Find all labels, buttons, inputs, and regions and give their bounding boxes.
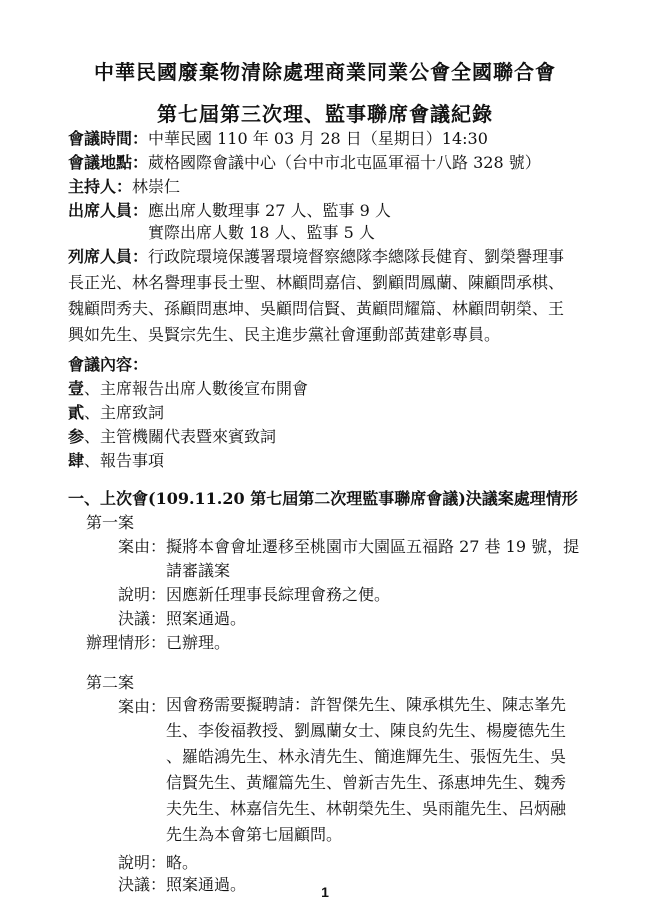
agenda-item-2-text: 、主席致詞: [84, 403, 165, 422]
observers-label: 列席人員：: [68, 247, 149, 266]
agenda-item-1-text: 、主席報告出席人數後宣布開會: [84, 379, 309, 398]
observers-line-2: 長正光、林名譽理事長士聖、林顧問嘉信、劉顧問鳳蘭、陳顧問承棋、: [68, 273, 565, 292]
case-1-note-label: 說明：: [118, 585, 167, 604]
meeting-attendance-value-1: 應出席人數理事 27 人、監事 9 人: [148, 201, 391, 220]
meeting-chair-value: 林崇仁: [132, 177, 181, 196]
meeting-place: [68, 152, 541, 174]
agenda-item-1-no: 壹: [68, 379, 85, 398]
case-1-resolution: [118, 608, 246, 630]
document-title: 中華民國廢棄物清除處理商業同業公會全國聯合會: [94, 60, 556, 84]
case-1-resolution-value: 照案通過。: [166, 609, 247, 628]
agenda-item-2: [68, 402, 164, 424]
meeting-place-value: 葳格國際會議中心（台中市北屯區軍福十八路 328 號）: [148, 153, 541, 172]
page-number: 1: [321, 884, 329, 900]
case-2-reason-line: 生、李俊福教授、劉鳳蘭女士、陳良約先生、楊慶德先生: [166, 721, 567, 740]
case-1-status: [86, 632, 230, 654]
meeting-chair-label: 主持人：: [68, 177, 133, 196]
meeting-place-label: 會議地點：: [68, 153, 149, 172]
agenda-item-2-no: 貳: [68, 403, 85, 422]
agenda-item-4: [68, 450, 164, 472]
meeting-attendance-label: 出席人員：: [68, 201, 149, 220]
case-2-note-label: 說明：: [118, 853, 167, 872]
section-heading: 一、上次會(109.11.20 第七屆第二次理監事聯席會議)決議案處理情形: [68, 489, 578, 508]
document-subtitle: 第七屆第三次理、監事聯席會議紀錄: [157, 102, 493, 126]
meeting-time-value: 中華民國 110 年 03 月 28 日（星期日）14:30: [148, 129, 488, 148]
case-2-reason-line: 夫先生、林嘉信先生、林朝榮先生、吳雨龍先生、呂炳融: [166, 799, 567, 818]
case-2-reason-line: 、羅皓鴻先生、林永清先生、簡進輝先生、張恆先生、吳: [166, 747, 567, 766]
case-2-reason-line: 信賢先生、黃耀篇先生、曾新吉先生、孫惠坤先生、魏秀: [166, 773, 567, 792]
case-2-resolution-label: 決議：: [118, 875, 167, 894]
case-1-status-label: 辦理情形：: [86, 633, 167, 652]
case-2-reason-text: [166, 692, 626, 848]
agenda-item-3-no: 参: [68, 427, 85, 446]
case-2-reason-line: 因會務需要擬聘請：許智傑先生、陳承棋先生、陳志峯先: [166, 695, 567, 714]
case-1-reason-text-1: 擬將本會會址遷移至桃園市大園區五福路 27 巷 19 號，提: [166, 537, 580, 556]
agenda-item-3-text: 、主管機關代表暨來賓致詞: [84, 427, 277, 446]
case-1-title: 第一案: [86, 513, 135, 532]
case-2-resolution-value: 照案通過。: [166, 875, 247, 894]
meeting-attendance: [68, 200, 391, 222]
meeting-chair: [68, 176, 180, 198]
meeting-time-label: 會議時間：: [68, 129, 149, 148]
meeting-time: [68, 128, 488, 150]
observers-line-1: [68, 246, 564, 268]
case-1-reason-label: 案由：: [118, 537, 167, 556]
agenda-item-1: [68, 378, 308, 400]
observers-line-3: 魏顧問秀夫、孫顧問惠坤、吳顧問信賢、黃顧問耀篇、林顧問朝榮、王: [68, 299, 565, 318]
case-1-reason-text-2: 請審議案: [166, 561, 231, 580]
case-1-reason: [118, 536, 579, 558]
observers-line-4: 興如先生、吳賢宗先生、民主進步黨社會運動部黃建彰專員。: [68, 325, 501, 344]
agenda-item-3: [68, 426, 276, 448]
agenda-heading: 會議內容：: [68, 355, 149, 374]
case-2-title: 第二案: [86, 673, 135, 692]
case-2-reason-label: 案由：: [118, 697, 167, 716]
case-1-resolution-label: 決議：: [118, 609, 167, 628]
case-1-note: [118, 584, 390, 606]
case-2-note: [118, 852, 198, 874]
case-1-status-value: 已辦理。: [166, 633, 231, 652]
meeting-attendance-value-2: 實際出席人數 18 人、監事 5 人: [148, 223, 375, 242]
case-1-note-value: 因應新任理事長綜理會務之便。: [166, 585, 391, 604]
case-2-note-value: 略。: [166, 853, 199, 872]
agenda-item-4-text: 、報告事項: [84, 451, 165, 470]
observers-text-1: 行政院環境保護署環境督察總隊李總隊長健育、劉榮譽理事: [148, 247, 565, 266]
agenda-item-4-no: 肆: [68, 451, 85, 470]
case-2-reason-line: 先生為本會第七屆顧問。: [166, 825, 343, 844]
